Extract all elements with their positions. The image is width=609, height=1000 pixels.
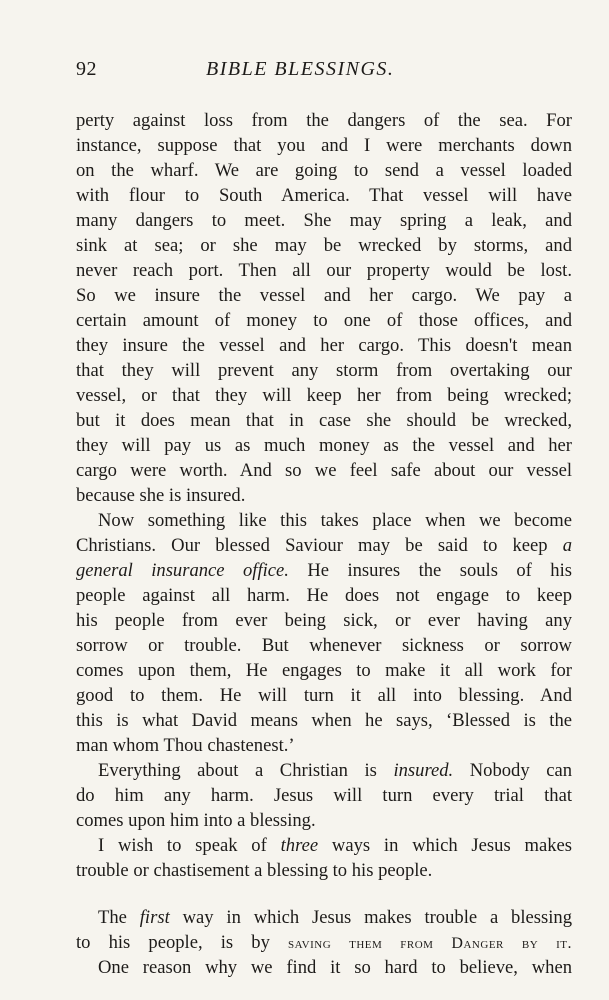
text-segment: with flour to South America. That vessel will have xyxy=(76,185,572,206)
text-segment: Christians. Our blessed Saviour may be said to keep xyxy=(76,535,563,556)
text-segment: So we insure the vessel and her cargo. We pay a xyxy=(76,285,572,306)
text-line xyxy=(76,283,572,308)
text-segment: they insure the vessel and her cargo. This doesn't mean xyxy=(76,335,572,356)
text-segment: first xyxy=(139,907,170,928)
text-line xyxy=(76,258,572,283)
text-segment: because she is insured. xyxy=(76,485,246,506)
text-segment: sink at sea; or she may be wrecked by storms, and xyxy=(76,235,572,256)
text-line xyxy=(76,133,572,158)
text-segment: One reason why we find it so hard to believe, when xyxy=(98,957,572,978)
text-segment: certain amount of money to one of those offices, and xyxy=(76,310,572,331)
text-segment: do him any harm. Jesus will turn every trial that xyxy=(76,785,572,806)
text-segment: but it does mean that in case she should be wrecked, xyxy=(76,410,572,431)
text-line xyxy=(76,533,572,558)
text-line xyxy=(98,508,572,533)
text-line xyxy=(76,208,572,233)
page-header xyxy=(76,58,569,88)
text-line xyxy=(76,358,572,383)
text-segment: ways in which Jesus makes xyxy=(318,835,572,856)
text-line xyxy=(76,683,572,708)
text-segment: to his people, is by xyxy=(76,932,289,953)
text-segment: three xyxy=(280,835,319,856)
text-line xyxy=(76,158,572,183)
text-segment: general insurance office. xyxy=(76,560,289,581)
text-segment: instance, suppose that you and I were merchants down xyxy=(76,135,572,156)
text-segment: Now something like this takes place when we become xyxy=(98,510,572,531)
text-line xyxy=(98,758,572,783)
text-segment: saving them from Danger by it. xyxy=(288,935,572,952)
text-line xyxy=(76,583,572,608)
text-segment: insured. xyxy=(393,760,454,781)
text-line xyxy=(76,658,572,683)
text-segment: comes upon him into a blessing. xyxy=(76,810,316,831)
text-line xyxy=(76,108,572,133)
text-segment: people against all harm. He does not engage to keep xyxy=(76,585,572,606)
text-segment: cargo were worth. And so we feel safe about our vessel xyxy=(76,460,572,481)
text-line xyxy=(76,433,572,458)
text-line xyxy=(76,783,572,808)
text-line xyxy=(76,708,572,733)
text-line xyxy=(76,308,572,333)
text-line xyxy=(98,955,572,980)
text-segment: they will pay us as much money as the vessel and her xyxy=(76,435,572,456)
text-segment: trouble or chastisement a blessing to his people. xyxy=(76,860,433,881)
text-line xyxy=(76,558,572,583)
text-line xyxy=(76,733,572,758)
text-line xyxy=(76,333,572,358)
text-segment: sorrow or trouble. But whenever sickness or sorrow xyxy=(76,635,572,656)
text-segment: The xyxy=(98,907,140,928)
text-line xyxy=(76,383,572,408)
page-number: 92 xyxy=(76,58,97,80)
text-segment: man whom Thou chastenest.’ xyxy=(76,735,295,756)
text-segment: I wish to speak of xyxy=(98,835,281,856)
text-segment: Nobody can xyxy=(453,760,572,781)
text-line xyxy=(76,858,572,883)
text-segment: many dangers to meet. She may spring a leak, and xyxy=(76,210,572,231)
text-line xyxy=(98,833,572,858)
text-segment: He insures the souls of his xyxy=(288,560,572,581)
text-segment: vessel, or that they will keep her from being wrecked; xyxy=(76,385,572,406)
text-line xyxy=(76,183,572,208)
text-segment: on the wharf. We are going to send a vessel loaded xyxy=(76,160,572,181)
text-segment: perty against loss from the dangers of the sea. For xyxy=(76,110,572,131)
text-segment: comes upon them, He engages to make it all work for xyxy=(76,660,572,681)
text-line xyxy=(76,930,572,955)
text-segment: never reach port. Then all our property would be lost. xyxy=(76,260,572,281)
text-segment: this is what David means when he says, ‘Blessed is the xyxy=(76,710,572,731)
running-head: BIBLE BLESSINGS. xyxy=(206,58,395,80)
text-segment: a xyxy=(562,535,572,556)
text-line xyxy=(76,483,572,508)
text-line xyxy=(76,408,572,433)
text-line xyxy=(76,458,572,483)
text-segment: way in which Jesus makes trouble a blessing xyxy=(169,907,572,928)
text-line xyxy=(76,233,572,258)
text-segment: his people from ever being sick, or ever having any xyxy=(76,610,572,631)
text-line xyxy=(76,608,572,633)
text-line xyxy=(76,808,572,833)
text-segment: good to them. He will turn it all into blessing. And xyxy=(76,685,572,706)
text-line xyxy=(76,633,572,658)
text-segment: that they will prevent any storm from overtaking our xyxy=(76,360,572,381)
text-line xyxy=(98,905,572,930)
text-segment: Everything about a Christian is xyxy=(98,760,394,781)
